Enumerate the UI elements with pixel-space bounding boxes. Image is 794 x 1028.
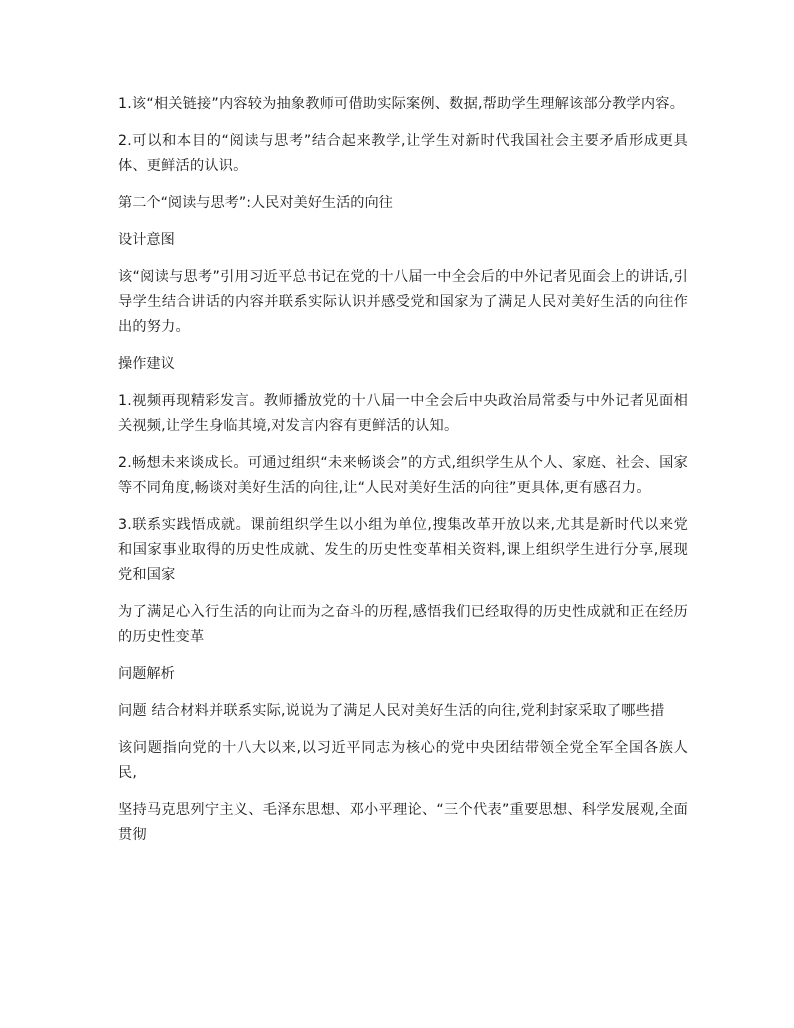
paragraph-suggestion-1: 1.视频再现精彩发言。教师播放党的十八届一中全会后中央政治局常委与中外记者见面相关视频,让学生身临其境,对发言内容有更鲜活的认知。 [118, 393, 688, 434]
paragraph-suggestion-3: 3.联系实践悟成就。课前组织学生以小组为单位,搜集改革开放以来,尤其是新时代以来党和国家事业取得的历史性成就、发生的历史性变革相关资料,课上组织学生进行分享,展现党和国家 [118, 517, 688, 583]
subheading-problem-analysis: 问题解析 [118, 666, 175, 682]
paragraph-suggestion-3-continued: 为了满足心入行生活的向让而为之奋斗的历程,感悟我们已经取得的历史性成就和正在经历的历史性变革 [118, 604, 688, 645]
subheading-operation-suggestions: 操作建议 [118, 356, 175, 372]
subheading-design-intent: 设计意图 [118, 232, 175, 248]
document-body [118, 92, 688, 860]
paragraph-related-link-note-1: 1.该“相关链接”内容较为抽象教师可借助实际案例、数据,帮助学生理解该部分教学内容。 [118, 96, 685, 112]
section-heading-reading-thinking-2: 第二个“阅读与思考”:人民对美好生活的向往 [118, 195, 393, 211]
paragraph-suggestion-2: 2.畅想未来谈成长。可通过组织“未来畅谈会”的方式,组织学生从个人、家庭、社会、国家等不同角度,畅谈对美好生活的向往,让“人民对美好生活的向往”更具体,更有感召力。 [118, 455, 688, 496]
paragraph-related-link-note-2: 2.可以和本目的“阅读与思考”结合起来教学,让学生对新时代我国社会主要矛盾形成更具体、更鲜活的认识。 [118, 133, 688, 174]
paragraph-question: 问题 结合材料并联系实际,说说为了满足人民对美好生活的向往,党利封家采取了哪些措 [118, 703, 665, 719]
paragraph-design-intent: 该“阅读与思考”引用习近平总书记在党的十八届一中全会后的中外记者见面会上的讲话,引导学生结合讲话的内容并联系实际认识并感受党和国家为了满足人民对美好生活的向往作出的努力。 [118, 269, 688, 335]
paragraph-answer-1: 该问题指向党的十八大以来,以习近平同志为核心的党中央团结带领全党全军全国各族人民, [118, 740, 688, 781]
paragraph-answer-2: 坚持马克思列宁主义、毛泽东思想、邓小平理论、“三个代表”重要思想、科学发展观,全面贯彻 [118, 802, 688, 843]
